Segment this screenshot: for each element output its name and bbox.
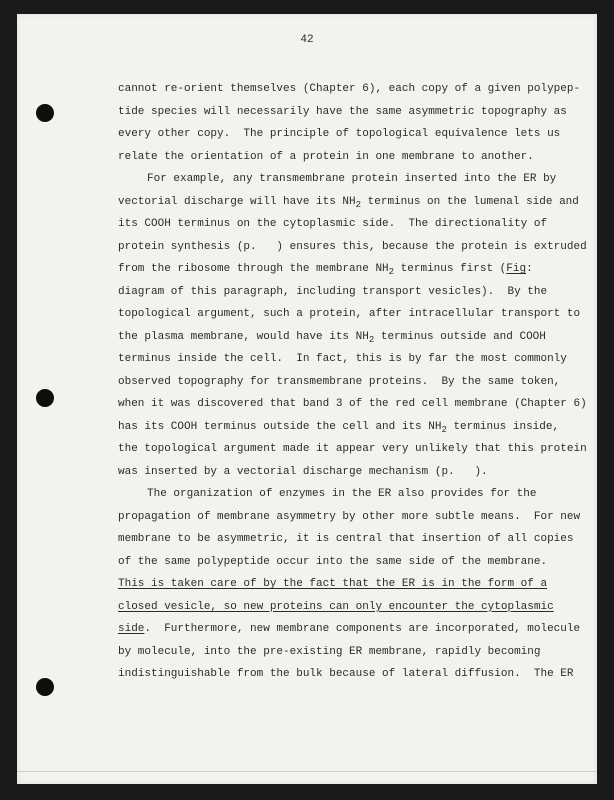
text-run: was inserted by a vectorial discharge mechanism (p. ). — [118, 465, 488, 478]
subscript: 2 — [441, 424, 447, 435]
text-run: vectorial discharge will have its NH — [118, 195, 356, 208]
text-run: has its COOH terminus outside the cell and its NH — [118, 420, 442, 433]
body-text — [118, 78, 587, 686]
text-line — [118, 191, 579, 214]
text-line — [118, 416, 560, 439]
text-line — [118, 663, 574, 686]
text-line — [118, 258, 538, 281]
text-line — [118, 596, 554, 619]
text-line — [118, 483, 538, 506]
text-run: the plasma membrane, would have its NH — [118, 330, 369, 343]
text-run: relate the orientation of a protein in one membrane to another. — [118, 150, 534, 163]
text-run: propagation of membrane asymmetry by other more subtle means. For new — [118, 510, 581, 523]
text-run: The organization of enzymes in the ER also provides for the — [147, 488, 537, 500]
text-line — [118, 438, 587, 461]
text-run: terminus inside, — [446, 420, 560, 433]
text-line — [118, 348, 567, 371]
text-run: . Furthermore, new membrane components are incorporated, molecule — [144, 623, 581, 635]
text-line — [118, 78, 581, 101]
underlined-text: side — [118, 623, 145, 635]
text-line — [118, 528, 574, 551]
text-line — [118, 551, 548, 574]
text-line — [118, 236, 587, 259]
text-run: terminus first ( — [394, 263, 507, 275]
text-run: observed topography for transmembrane proteins. By the same token, — [118, 375, 561, 388]
text-run: For example, any transmembrane protein inserted into the ER by — [147, 173, 557, 185]
text-line — [118, 326, 546, 349]
underlined-text: This is taken care of by the fact that the ER is in the form of a — [118, 578, 548, 590]
text-run: diagram of this paragraph, including transport vesicles). By the — [118, 285, 548, 298]
text-line — [118, 101, 567, 124]
document-page — [17, 14, 597, 784]
text-line — [118, 123, 561, 146]
text-line — [118, 371, 561, 394]
text-line — [118, 281, 548, 304]
text-run: cannot re-orient themselves (Chapter 6), each copy of a given polypep- — [118, 83, 581, 95]
text-run: every other copy. The principle of topological equivalence lets us — [118, 128, 561, 140]
text-line — [118, 461, 538, 484]
text-run: membrane to be asymmetric, it is central that insertion of all copies — [118, 533, 574, 545]
text-run: from the ribosome through the membrane NH — [118, 263, 389, 275]
text-run: tide species will necessarily have the same asymmetric topography as — [118, 105, 567, 118]
text-line — [118, 303, 581, 326]
text-run: topological argument, such a protein, after intracellular transport to — [118, 308, 581, 320]
text-line — [118, 168, 557, 191]
underlined-text: closed vesicle, so new proteins can only encounter the cytoplasmic — [118, 600, 554, 613]
subscript: 2 — [388, 267, 395, 277]
page-bottom-rule — [17, 771, 597, 772]
text-line — [118, 573, 548, 596]
text-line — [118, 393, 587, 416]
text-run: by molecule, into the pre-existing ER membrane, rapidly becoming — [118, 645, 541, 658]
text-line — [118, 213, 548, 236]
text-run: when it was discovered that band 3 of the red cell membrane (Chapter 6) — [118, 398, 587, 410]
text-run: : — [526, 263, 533, 275]
subscript: 2 — [355, 199, 362, 210]
underlined-text: Fig — [506, 263, 527, 275]
page-number: 42 — [300, 34, 314, 46]
text-line — [118, 506, 581, 529]
text-line — [118, 618, 581, 641]
text-run: indistinguishable from the bulk because of lateral diffusion. The ER — [118, 668, 574, 680]
text-run: the topological argument made it appear very unlikely that this protein — [118, 443, 587, 455]
text-run: terminus inside the cell. In fact, this is by far the most commonly — [118, 353, 567, 365]
subscript: 2 — [368, 334, 375, 345]
text-run: protein synthesis (p. ) ensures this, because the protein is extruded — [118, 240, 587, 253]
text-line — [118, 146, 538, 169]
binder-hole — [36, 678, 54, 696]
text-run: its COOH terminus on the cytoplasmic side. The directionality of — [118, 218, 548, 230]
binder-hole — [36, 104, 54, 122]
text-run: terminus on the lumenal side and — [361, 195, 579, 208]
text-line — [118, 641, 541, 664]
text-run: of the same polypeptide occur into the same side of the membrane. — [118, 555, 548, 568]
binder-hole — [36, 389, 54, 407]
text-run: terminus outside and COOH — [374, 330, 546, 343]
